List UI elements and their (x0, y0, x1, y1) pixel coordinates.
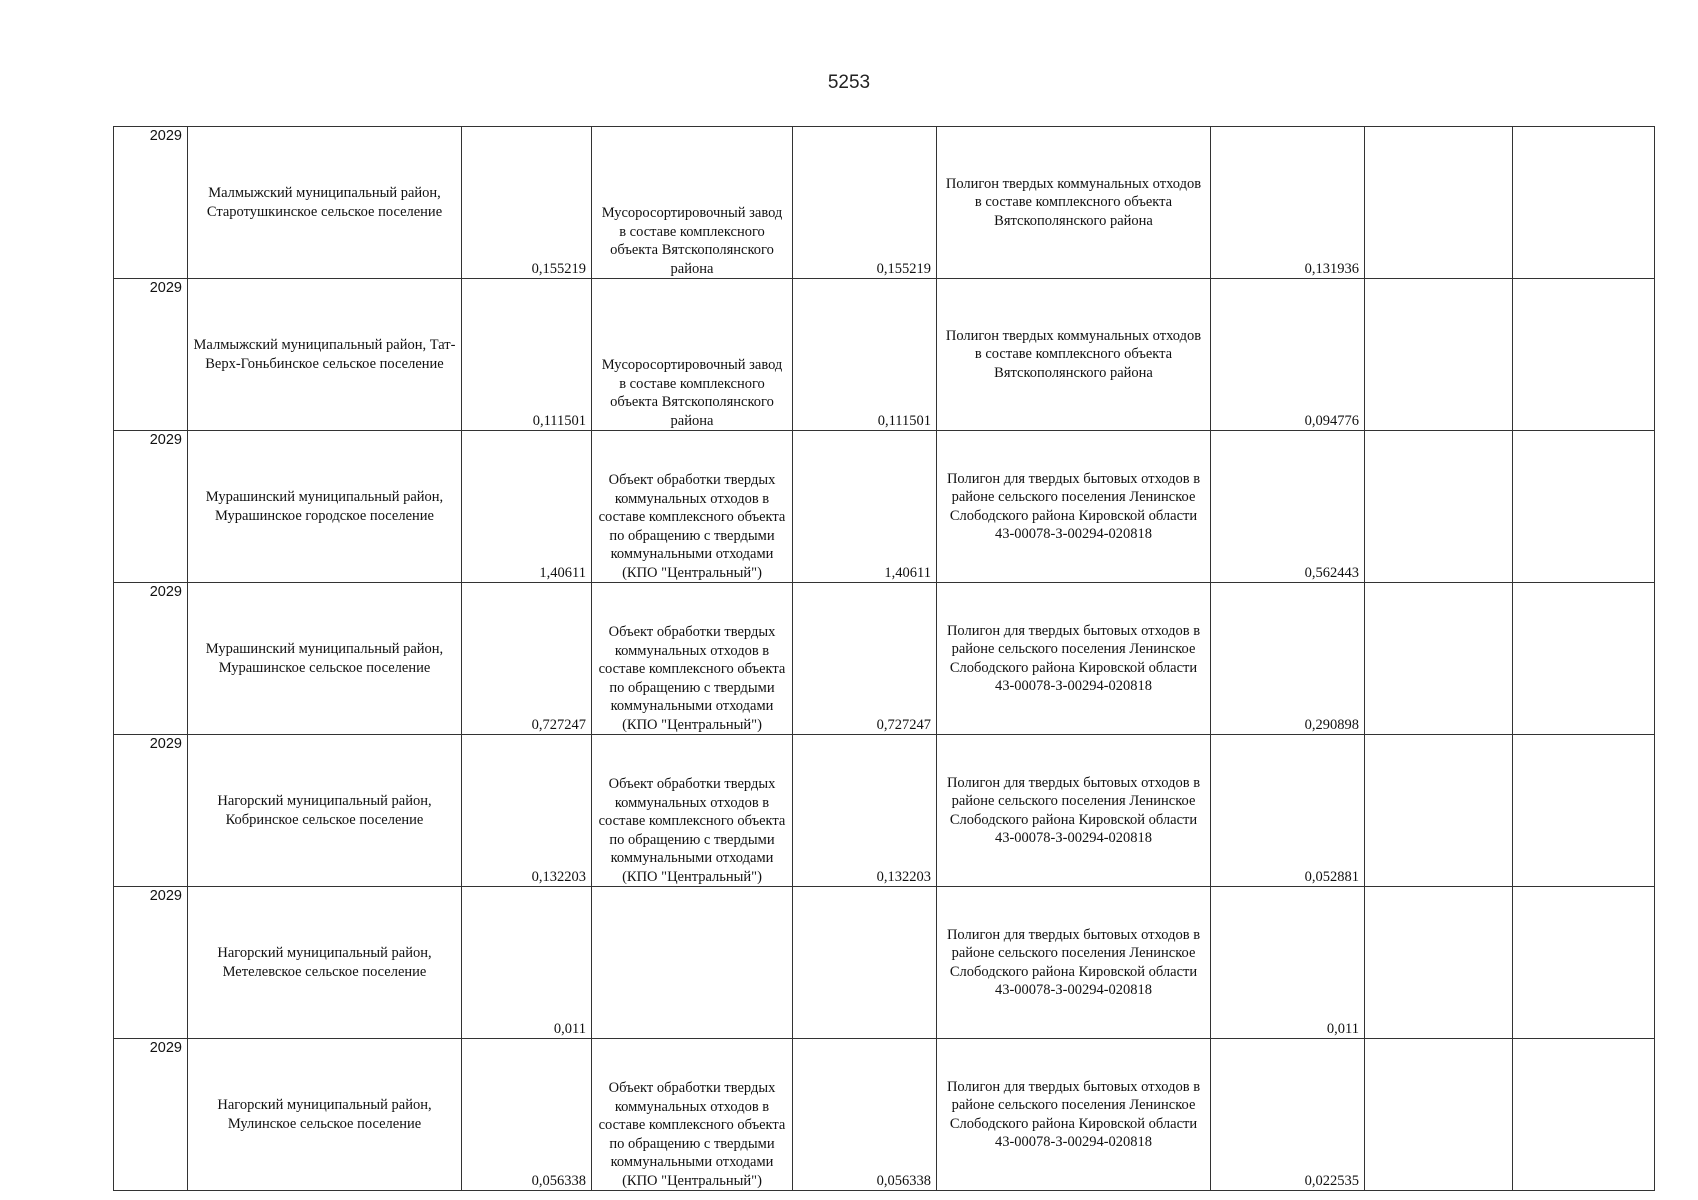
volume-processed-cell: 0,111501 (793, 279, 937, 431)
empty-cell (1365, 887, 1513, 1039)
volume-landfilled-cell: 0,562443 (1211, 431, 1365, 583)
empty-cell (1513, 431, 1655, 583)
empty-cell (1365, 735, 1513, 887)
volume-landfilled-cell: 0,011 (1211, 887, 1365, 1039)
volume-processed-cell (793, 887, 937, 1039)
processing-object-cell: Объект обработки твердых коммунальных отходов в составе комплексного объекта по обращению с твердыми коммунальными отходами (КПО "Центральный") (592, 431, 793, 583)
volume-processed-cell: 0,155219 (793, 127, 937, 279)
municipality-cell: Мурашинский муниципальный район, Мурашинское городское поселение (188, 431, 462, 583)
empty-cell (1365, 1039, 1513, 1191)
processing-object-cell: Мусоросортировочный завод в составе комплексного объекта Вятскополянского района (592, 279, 793, 431)
empty-cell (1365, 583, 1513, 735)
year-cell: 2029 (114, 887, 188, 1039)
volume-processed-cell: 0,132203 (793, 735, 937, 887)
year-cell: 2029 (114, 279, 188, 431)
landfill-object-cell: Полигон твердых коммунальных отходов в составе комплексного объекта Вятскополянского района (937, 279, 1211, 431)
landfill-object-cell: Полигон для твердых бытовых отходов в районе сельского поселения Ленинское Слободского района Кировской области 43-00078-З-00294-020818 (937, 735, 1211, 887)
year-cell: 2029 (114, 431, 188, 583)
municipality-cell: Мурашинский муниципальный район, Мурашинское сельское поселение (188, 583, 462, 735)
municipality-cell: Нагорский муниципальный район, Кобринское сельское поселение (188, 735, 462, 887)
volume-generated-cell: 0,011 (462, 887, 592, 1039)
page-number: 5253 (827, 72, 871, 93)
year-cell: 2029 (114, 1039, 188, 1191)
empty-cell (1513, 279, 1655, 431)
municipality-cell: Нагорский муниципальный район, Мулинское сельское поселение (188, 1039, 462, 1191)
volume-landfilled-cell: 0,052881 (1211, 735, 1365, 887)
landfill-object-cell: Полигон твердых коммунальных отходов в составе комплексного объекта Вятскополянского района (937, 127, 1211, 279)
table-row (114, 431, 1655, 583)
empty-cell (1513, 887, 1655, 1039)
volume-processed-cell: 0,727247 (793, 583, 937, 735)
year-cell: 2029 (114, 127, 188, 279)
waste-flow-table (113, 126, 1655, 1191)
landfill-object-cell: Полигон для твердых бытовых отходов в районе сельского поселения Ленинское Слободского района Кировской области 43-00078-З-00294-020818 (937, 887, 1211, 1039)
landfill-object-cell: Полигон для твердых бытовых отходов в районе сельского поселения Ленинское Слободского района Кировской области 43-00078-З-00294-020818 (937, 1039, 1211, 1191)
volume-generated-cell: 0,132203 (462, 735, 592, 887)
volume-processed-cell: 1,40611 (793, 431, 937, 583)
table-row (114, 1039, 1655, 1191)
processing-object-cell: Мусоросортировочный завод в составе комплексного объекта Вятскополянского района (592, 127, 793, 279)
volume-landfilled-cell: 0,022535 (1211, 1039, 1365, 1191)
processing-object-cell: Объект обработки твердых коммунальных отходов в составе комплексного объекта по обращению с твердыми коммунальными отходами (КПО "Центральный") (592, 1039, 793, 1191)
processing-object-cell (592, 887, 793, 1039)
empty-cell (1513, 583, 1655, 735)
volume-generated-cell: 0,727247 (462, 583, 592, 735)
table-body (114, 127, 1655, 1191)
processing-object-cell: Объект обработки твердых коммунальных отходов в составе комплексного объекта по обращению с твердыми коммунальными отходами (КПО "Центральный") (592, 735, 793, 887)
volume-generated-cell: 0,155219 (462, 127, 592, 279)
year-cell: 2029 (114, 735, 188, 887)
table-row (114, 887, 1655, 1039)
volume-landfilled-cell: 0,094776 (1211, 279, 1365, 431)
volume-generated-cell: 1,40611 (462, 431, 592, 583)
table-row (114, 279, 1655, 431)
empty-cell (1365, 431, 1513, 583)
empty-cell (1513, 127, 1655, 279)
year-cell: 2029 (114, 583, 188, 735)
landfill-object-cell: Полигон для твердых бытовых отходов в районе сельского поселения Ленинское Слободского района Кировской области 43-00078-З-00294-020818 (937, 431, 1211, 583)
empty-cell (1365, 279, 1513, 431)
empty-cell (1365, 127, 1513, 279)
empty-cell (1513, 735, 1655, 887)
processing-object-cell: Объект обработки твердых коммунальных отходов в составе комплексного объекта по обращению с твердыми коммунальными отходами (КПО "Центральный") (592, 583, 793, 735)
municipality-cell: Нагорский муниципальный район, Метелевское сельское поселение (188, 887, 462, 1039)
volume-landfilled-cell: 0,131936 (1211, 127, 1365, 279)
volume-landfilled-cell: 0,290898 (1211, 583, 1365, 735)
municipality-cell: Малмыжский муниципальный район, Старотушкинское сельское поселение (188, 127, 462, 279)
table-row (114, 583, 1655, 735)
volume-generated-cell: 0,056338 (462, 1039, 592, 1191)
empty-cell (1513, 1039, 1655, 1191)
volume-generated-cell: 0,111501 (462, 279, 592, 431)
volume-processed-cell: 0,056338 (793, 1039, 937, 1191)
municipality-cell: Малмыжский муниципальный район, Тат-Верх-Гоньбинское сельское поселение (188, 279, 462, 431)
table-row (114, 735, 1655, 887)
table-row (114, 127, 1655, 279)
landfill-object-cell: Полигон для твердых бытовых отходов в районе сельского поселения Ленинское Слободского района Кировской области 43-00078-З-00294-020818 (937, 583, 1211, 735)
